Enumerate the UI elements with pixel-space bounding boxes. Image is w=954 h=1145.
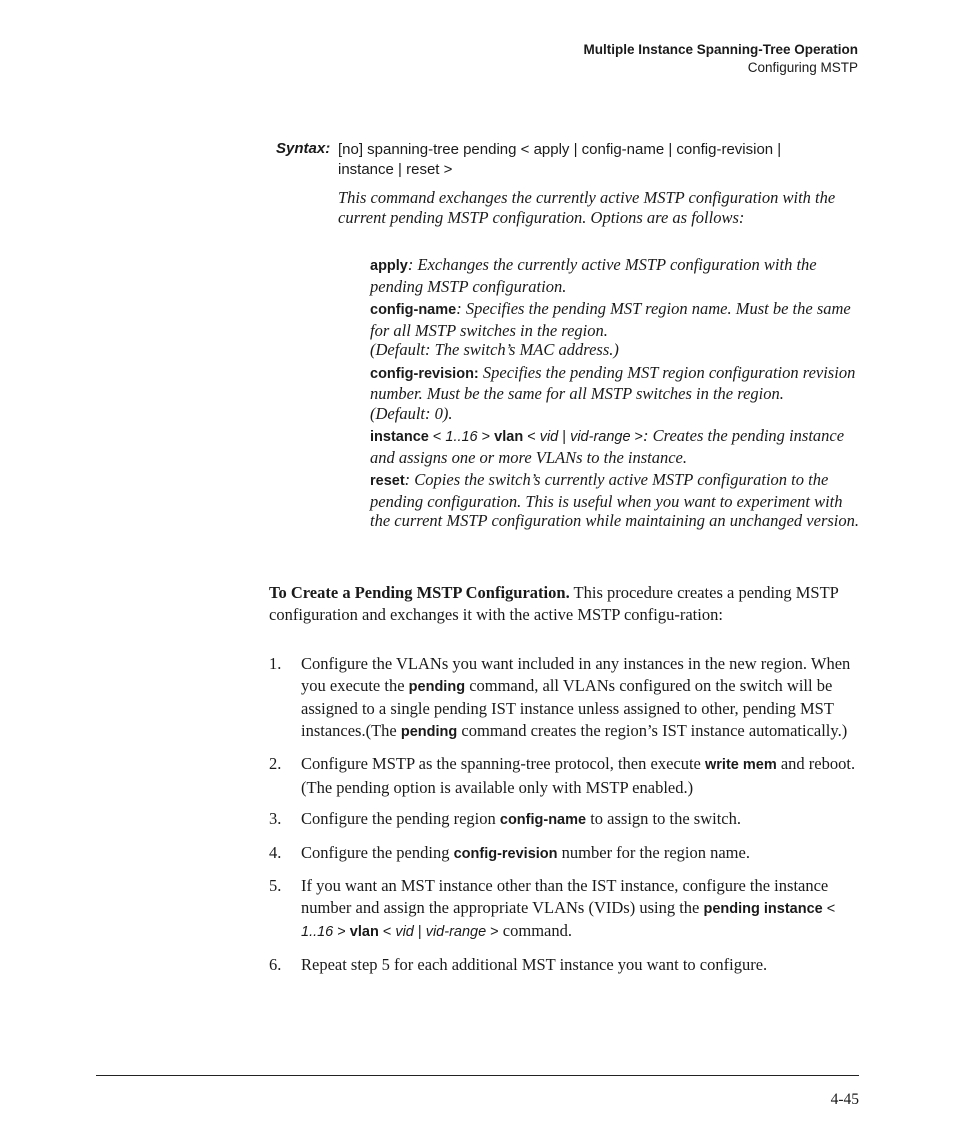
syntax-command	[338, 140, 828, 180]
step-text: command creates the region’s IST instance automatically.)	[457, 720, 848, 740]
vid-range-param: vid-range	[425, 924, 487, 940]
option-keyword: instance	[370, 429, 429, 445]
option-text: : Exchanges the currently active MSTP configuration with the pending MSTP configuration.	[370, 255, 817, 296]
step-text: and reboot. (The pending option is available only with MSTP enabled.)	[301, 754, 856, 797]
option-default: (Default: 0).	[370, 403, 453, 423]
step-text: Configure the VLANs you want included in any instances in the new region. When you execute the	[301, 654, 851, 695]
steps-list	[269, 653, 861, 985]
step-number: 2.	[269, 754, 282, 773]
syntax-bracket: <	[822, 900, 836, 917]
syntax-separator: |	[558, 429, 571, 445]
footer-rule	[96, 1075, 859, 1076]
command-description: This command exchanges the currently active MSTP configuration with the current pending MSTP configuration. Options are as follows:	[338, 188, 836, 227]
step-text: command.	[498, 921, 572, 940]
syntax-command-line2: instance | reset >	[338, 161, 453, 178]
step-5	[269, 875, 861, 944]
option-instance	[370, 426, 860, 467]
option-keyword: config-name	[370, 302, 457, 318]
step-number: 5.	[269, 876, 282, 895]
step-1	[269, 653, 861, 743]
step-text: Configure MSTP as the spanning-tree protocol, then execute	[301, 754, 705, 773]
command-keyword: write mem	[705, 757, 777, 773]
page-number: 4-45	[830, 1091, 859, 1108]
option-reset	[370, 470, 860, 531]
vid-param: vid	[539, 429, 559, 445]
option-apply	[370, 255, 860, 296]
vid-range-param: vid-range	[570, 429, 631, 445]
vlan-keyword: vlan	[494, 429, 524, 445]
procedure-title: To Create a Pending MSTP Configuration.	[269, 583, 570, 602]
option-config-name	[370, 299, 860, 360]
option-text: : Copies the switch’s currently active MSTP configuration to the pending configuration. This is useful when you want to experiment with the current MSTP configuration while maintaining an unchanged version.	[370, 470, 859, 530]
step-number: 3.	[269, 809, 282, 828]
option-config-revision	[370, 363, 860, 424]
step-text: to assign to the switch.	[586, 809, 741, 828]
running-header	[583, 41, 858, 77]
step-text: If you want an MST instance other than the IST instance, configure the instance number and assign the appropriate VLANs (VIDs) using the	[301, 876, 829, 917]
step-text: command, all VLANs configured on the switch will be assigned to a single pending IST instance unless assigned to other, pending MST instances.(The	[301, 675, 834, 740]
procedure-intro	[269, 582, 861, 625]
option-keyword: config-revision:	[370, 365, 479, 382]
command-keyword: pending instance	[703, 900, 823, 917]
syntax-command-line1: [no] spanning-tree pending < apply | config-name | config-revision |	[338, 141, 782, 158]
step-3	[269, 808, 861, 832]
step-6	[269, 954, 861, 976]
syntax-bracket: >	[630, 429, 644, 445]
syntax-bracket: <	[428, 429, 446, 445]
vlan-keyword: vlan	[349, 924, 379, 940]
step-text: Configure the pending	[301, 842, 454, 862]
syntax-bracket: <	[378, 924, 396, 940]
syntax-bracket: >	[333, 924, 350, 940]
chapter-title: Multiple Instance Spanning-Tree Operation	[583, 42, 858, 57]
step-number: 6.	[269, 954, 282, 974]
command-keyword: pending	[400, 723, 458, 740]
section-title: Configuring MSTP	[747, 60, 858, 75]
instance-range: 1..16	[301, 924, 334, 940]
step-number: 1.	[269, 654, 282, 673]
command-keyword: pending	[408, 678, 466, 695]
syntax-label: Syntax:	[276, 140, 331, 157]
procedure-intro-text: This procedure creates a pending MSTP configuration and exchanges it with the active MSTP configu-ration:	[269, 583, 839, 624]
step-text: number for the region name.	[557, 842, 750, 862]
syntax-bracket: >	[486, 924, 499, 940]
option-text: : Specifies the pending MST region name. Must be the same for all MSTP switches in the region.	[370, 299, 851, 340]
step-2	[269, 753, 861, 798]
option-text: Specifies the pending MST region configuration revision number. Must be the same for all MSTP switches in the region.	[370, 362, 856, 403]
step-text: Repeat step 5 for each additional MST instance you want to configure.	[301, 954, 768, 974]
option-text: : Creates the pending instance and assigns one or more VLANs to the instance.	[370, 426, 845, 467]
syntax-bracket: >	[477, 429, 495, 445]
syntax-bracket: <	[523, 429, 540, 445]
command-keyword: config-revision	[453, 845, 558, 862]
options-list	[370, 255, 860, 534]
option-keyword: reset	[370, 473, 405, 489]
syntax-separator: |	[413, 924, 426, 940]
command-keyword: config-name	[499, 812, 587, 828]
step-number: 4.	[269, 842, 282, 862]
instance-range: 1..16	[445, 429, 478, 445]
step-text: Configure the pending region	[301, 809, 500, 828]
option-keyword: apply	[370, 258, 408, 274]
vid-param: vid	[395, 924, 414, 940]
step-4	[269, 842, 861, 866]
option-default: (Default: The switch’s MAC address.)	[370, 340, 619, 359]
